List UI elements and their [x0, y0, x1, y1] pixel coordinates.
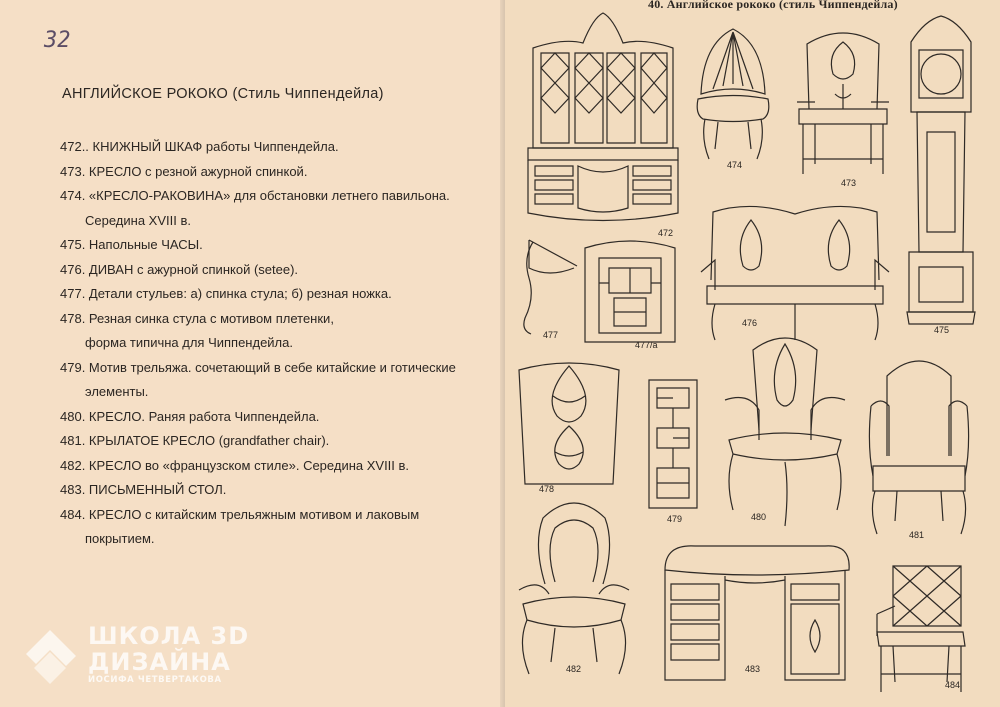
section-title: АНГЛИЙСКОЕ РОКОКО (Стиль Чиппендейла)	[62, 86, 384, 102]
caption-continuation: Середина XVIII в.	[85, 212, 191, 228]
watermark-line-1: ШКОЛА 3D	[88, 622, 250, 650]
plate-heading: 40. Английское рококо (стиль Чиппендейла)	[648, 0, 898, 11]
figure-label-484: 484	[945, 680, 961, 690]
wing-chair-icon	[867, 346, 971, 538]
caption-continuation: покрытием.	[85, 531, 155, 546]
carved-chair-back-icon	[513, 356, 625, 486]
chair-back-icon	[579, 238, 681, 346]
caption-item: 482. КРЕСЛО во «французском стиле». Середина XVIII в.	[60, 457, 410, 473]
figure-label-480: 480	[751, 512, 767, 522]
settee-icon	[701, 200, 889, 346]
figure-label-472: 472	[658, 228, 674, 238]
longcase-clock-icon	[905, 12, 977, 330]
bookcase-icon	[523, 8, 683, 228]
fretwork-panel-icon	[647, 378, 699, 510]
figure-label-481: 481	[909, 530, 925, 540]
shell-chair-icon	[693, 24, 773, 164]
watermark-line-2: ДИЗАЙНА	[88, 648, 231, 676]
caption-continuation: элементы.	[85, 384, 149, 399]
caption-item: 472.. КНИЖНЫЙ ШКАФ работы Чиппендейла.	[60, 139, 339, 154]
caption-item: 484. КРЕСЛО с китайским трельяжным мотивом и лаковым	[60, 506, 420, 522]
chinese-chair-icon	[873, 556, 969, 696]
armchair-icon	[719, 330, 851, 530]
chair-leg-icon	[519, 238, 577, 338]
caption-item: 478. Резная синка стула с мотивом плетенки,	[60, 310, 334, 326]
page-number: 32	[44, 28, 71, 53]
caption-item: 483. ПИСЬМЕННЫЙ СТОЛ.	[60, 482, 227, 497]
figure-label-477a: 477/а	[635, 340, 658, 350]
armchair-icon	[797, 24, 889, 184]
figure-label-475: 475	[934, 325, 950, 335]
figure-label-474: 474	[727, 160, 743, 170]
caption-item: 477. Детали стульев: а) спинка стула; б) резная ножка.	[60, 286, 392, 301]
caption-continuation: форма типична для Чиппендейла.	[85, 335, 293, 350]
caption-item: 479. Мотив трельяжа. сочетающий в себе китайские и готические	[60, 359, 456, 375]
figure-label-477: 477	[543, 330, 559, 340]
right-page	[505, 0, 1000, 707]
school-watermark	[20, 622, 280, 692]
figure-label-482: 482	[566, 664, 582, 674]
watermark-logo-icon	[20, 622, 84, 686]
french-chair-icon	[515, 494, 633, 680]
caption-item: 474. «КРЕСЛО-РАКОВИНА» для обстановки летнего павильона.	[60, 188, 450, 203]
caption-item: 481. КРЫЛАТОЕ КРЕСЛО (grandfather chair).	[60, 433, 330, 448]
caption-item: 473. КРЕСЛО с резной ажурной спинкой.	[60, 163, 308, 179]
caption-item: 476. ДИВАН с ажурной спинкой (setee).	[60, 261, 299, 277]
caption-item: 480. КРЕСЛО. Раняя работа Чиппендейла.	[60, 408, 320, 424]
caption-list	[60, 135, 490, 552]
figure-label-478: 478	[539, 484, 555, 494]
figure-label-479: 479	[667, 514, 683, 524]
figure-label-473: 473	[841, 178, 857, 188]
watermark-line-3: ИОСИФА ЧЕТВЕРТАКОВА	[88, 675, 222, 685]
figure-label-483: 483	[745, 664, 761, 674]
caption-item: 475. Напольные ЧАСЫ.	[60, 237, 203, 252]
figure-label-476: 476	[742, 318, 758, 328]
